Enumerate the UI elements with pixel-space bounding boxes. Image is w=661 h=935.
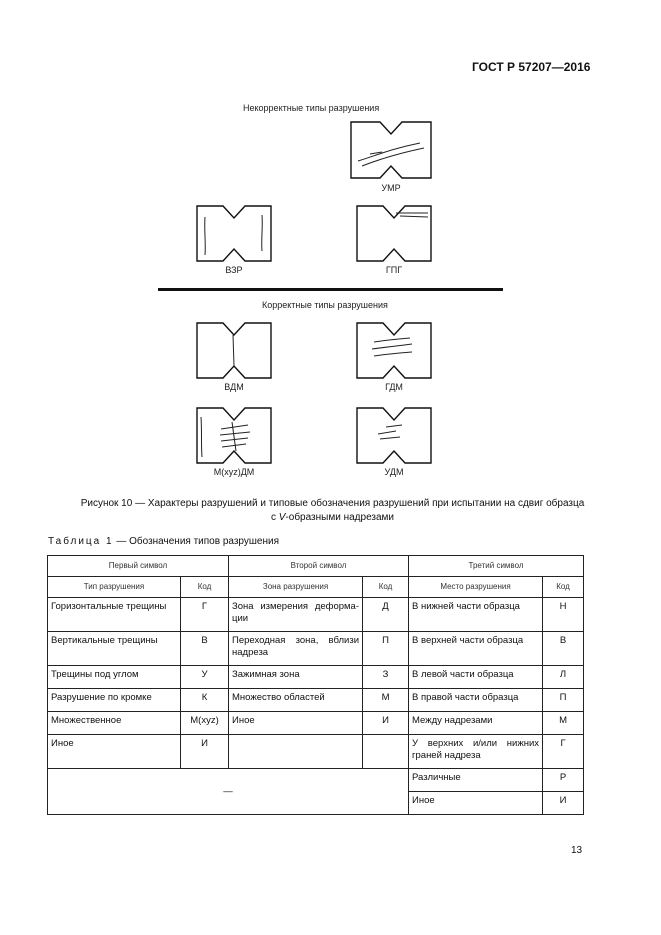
table-cell: И (363, 712, 409, 735)
figure-caption-line1: Рисунок 10 — Характеры разрушений и типовые обозначения разрушений при испытании на сдвиг образца (80, 498, 585, 509)
table-cell: Горизонтальные трещины (48, 598, 181, 632)
correct-types-title: Корректные типы разрушения (262, 300, 388, 310)
table-row (48, 666, 584, 689)
table-cell: М (363, 689, 409, 712)
label-gdm: ГДМ (385, 382, 403, 392)
table-cell (229, 735, 363, 769)
specimen-mdm-drawing (196, 407, 272, 464)
table-row (48, 598, 584, 632)
table-cell: Зона измерения деформа-ции (229, 598, 363, 632)
table-cell: Д (363, 598, 409, 632)
col-fracture-zone: Зона разрушения (229, 577, 363, 598)
specimen-vzr-drawing (196, 205, 272, 262)
specimen-udm-drawing (356, 407, 432, 464)
table-cell: Иное (229, 712, 363, 735)
table-row (48, 689, 584, 712)
table-cell: В (543, 632, 584, 666)
figure-divider (158, 288, 503, 291)
table-caption-label: Таблица 1 (48, 536, 114, 547)
specimen-gpg-drawing (356, 205, 432, 262)
col-fracture-location: Место разрушения (409, 577, 543, 598)
table-cell (363, 735, 409, 769)
table-cell: Множество областей (229, 689, 363, 712)
specimen-umr-drawing (350, 121, 432, 179)
col-code-1: Код (181, 577, 229, 598)
incorrect-types-title: Некорректные типы разрушения (243, 103, 380, 113)
table-cell: Г (543, 735, 584, 769)
table-cell: Р (543, 769, 584, 792)
caption-prefix: с (270, 512, 279, 523)
table-caption (48, 536, 279, 547)
group-third-symbol: Третий символ (409, 556, 584, 577)
specimen-gdm-drawing (356, 322, 432, 379)
table-cell: И (181, 735, 229, 769)
table-group-header-row (48, 556, 584, 577)
table-cell: В (181, 632, 229, 666)
table-cell: Иное (48, 735, 181, 769)
table-cell: Л (543, 666, 584, 689)
label-udm: УДМ (384, 467, 404, 477)
table-cell: Переходная зона, вблизи надреза (229, 632, 363, 666)
label-mdm: М(xyz)ДМ (213, 467, 255, 477)
table-cell: П (363, 632, 409, 666)
caption-v-letter: V (278, 512, 286, 523)
page-number: 13 (571, 845, 583, 856)
fracture-types-table (47, 555, 584, 815)
col-code-3: Код (543, 577, 584, 598)
table-row (48, 735, 584, 769)
table-dash-cell: — (48, 769, 409, 815)
table-cell: Между надрезами (409, 712, 543, 735)
document-header: ГОСТ Р 57207—2016 (472, 60, 591, 74)
table-cell: В верхней части образца (409, 632, 543, 666)
table-subheader-row (48, 577, 584, 598)
label-vdm: ВДМ (224, 382, 244, 392)
col-fracture-type: Тип разрушения (48, 577, 181, 598)
table-cell: З (363, 666, 409, 689)
table-cell: М(xyz) (181, 712, 229, 735)
label-vzr: ВЗР (225, 265, 243, 275)
table-cell: К (181, 689, 229, 712)
table-cell: В левой части образца (409, 666, 543, 689)
table-cell: Множественное (48, 712, 181, 735)
table-cell: В нижней части образца (409, 598, 543, 632)
table-cell: М (543, 712, 584, 735)
figure-caption-line2 (60, 511, 605, 525)
table-cell: И (543, 792, 584, 815)
table-cell: Н (543, 598, 584, 632)
table-cell: П (543, 689, 584, 712)
table-cell: Разрушение по кромке (48, 689, 181, 712)
caption-suffix: -образными надрезами (285, 512, 395, 523)
label-gpg: ГПГ (385, 265, 403, 275)
group-second-symbol: Второй символ (229, 556, 409, 577)
table-row (48, 712, 584, 735)
table-cell: Г (181, 598, 229, 632)
specimen-vdm-drawing (196, 322, 272, 379)
table-caption-text: — Обозначения типов разрушения (113, 536, 279, 547)
table-cell: Зажимная зона (229, 666, 363, 689)
table-cell: Иное (409, 792, 543, 815)
table-cell: У верхних и/или нижних граней надреза (409, 735, 543, 769)
table-cell: У (181, 666, 229, 689)
figure-caption (60, 497, 605, 525)
table-row (48, 632, 584, 666)
label-umr: УМР (381, 183, 401, 193)
table-cell: Трещины под углом (48, 666, 181, 689)
col-code-2: Код (363, 577, 409, 598)
table-cell: Различные (409, 769, 543, 792)
table-row (48, 769, 584, 792)
table-cell: Вертикальные трещины (48, 632, 181, 666)
table-cell: В правой части образца (409, 689, 543, 712)
group-first-symbol: Первый символ (48, 556, 229, 577)
